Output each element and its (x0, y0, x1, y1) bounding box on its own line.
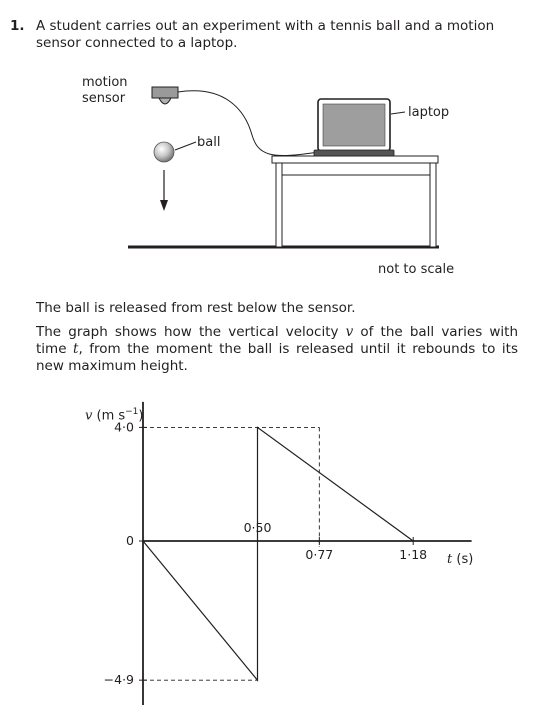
x-tick-label: 0·77 (305, 547, 334, 562)
y-axis-label: v (m $s^{-1}$) (85, 407, 144, 424)
velocity-symbol: v (345, 324, 354, 340)
laptop-label: laptop (408, 105, 450, 120)
y-tick-label: −4·9 (103, 672, 134, 688)
question-number: 1. (10, 18, 25, 34)
table-icon (272, 156, 438, 247)
ball-icon (154, 142, 174, 162)
laptop-label-leader (391, 112, 405, 114)
motion-sensor-icon (152, 87, 178, 104)
laptop-icon (314, 99, 394, 156)
paragraph-graph-description: The graph shows how the vertical velocity v of the ball varies with time t, from the moment the ball is released until it rebounds to its new maximum height. (36, 324, 519, 374)
paragraph-release: The ball is released from rest below the sensor. (36, 300, 356, 316)
sensor-label-line1: motion (82, 75, 128, 90)
down-arrow-icon (160, 170, 168, 211)
velocity-line (143, 427, 413, 680)
x-axis-label: t (s) (447, 552, 474, 567)
experiment-diagram (0, 0, 546, 300)
ball-label: ball (197, 135, 221, 150)
velocity-time-chart (0, 395, 546, 705)
y-tick-label: 4·0 (114, 419, 134, 435)
x-tick-label: 1·18 (399, 547, 428, 562)
question-text: A student carries out an experiment with a tennis ball and a motion sensor connected to a laptop. (36, 18, 495, 51)
x-tick-label: 0·50 (243, 520, 272, 535)
y-tick-label: 0 (126, 533, 134, 548)
ball-label-leader (175, 142, 196, 150)
sensor-label-line2: sensor (82, 91, 126, 106)
time-symbol: t (73, 341, 79, 357)
scale-note: not to scale (378, 262, 455, 277)
